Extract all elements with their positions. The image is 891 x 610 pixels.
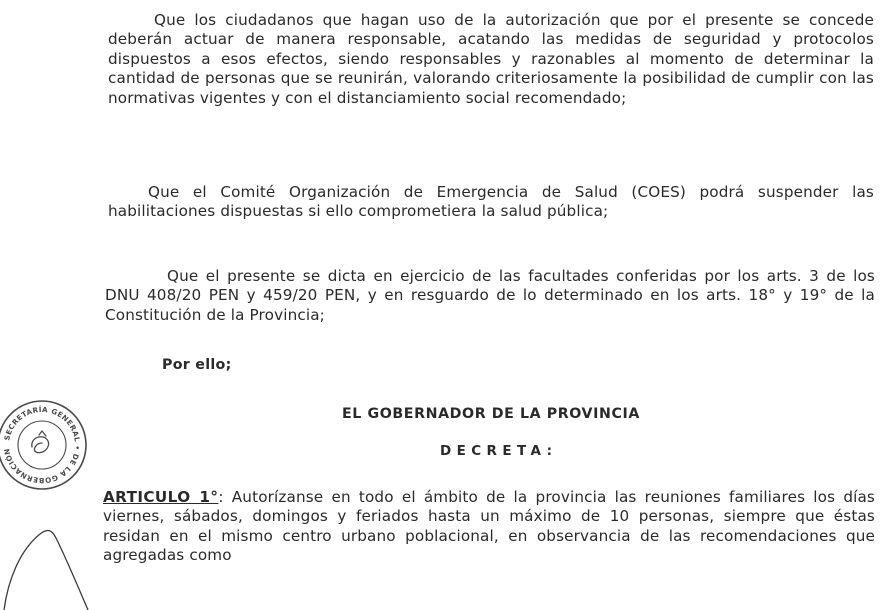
por-ello-heading: Por ello; bbox=[162, 357, 232, 373]
paragraph-coes bbox=[108, 183, 874, 222]
article-1 bbox=[103, 488, 875, 566]
decreta-heading: DECRETA: bbox=[440, 443, 558, 459]
paragraph-legal-basis-text: Que el presente se dicta en ejercicio de las facultades conferidas por los arts. 3 de los DNU 408/20 PEN y 459/20 PEN, y en resguardo de lo determinado en los arts. 18° y 19° de la Constitución de la Provincia; bbox=[105, 267, 875, 324]
article-1-label: ARTICULO 1° bbox=[103, 488, 219, 506]
svg-text:SECRETARÍA GENERAL • DE LA GOB: SECRETARÍA GENERAL • DE LA GOBERNACIÓN bbox=[2, 404, 83, 486]
article-1-text: : Autorízanse en todo el ámbito de la provincia las reuniones familiares los días viernes, sábados, domingos y feriados hasta un máximo de 10 personas, siempre que éstas residan en el mismo centro urbano poblacional, en observancia de las recomendaciones que agregadas como bbox=[103, 488, 875, 565]
paragraph-legal-basis bbox=[105, 267, 875, 325]
paragraph-responsibility bbox=[108, 11, 874, 108]
official-seal-stamp bbox=[0, 395, 92, 495]
paragraph-responsibility-text: Que los ciudadanos que hagan uso de la autorización que por el presente se concede deberán actuar de manera responsable, acatando las medidas de seguridad y protocolos dispuestos a esos efectos, siendo responsables y razonables al momento de determinar la cantidad de personas que se reunirán, valorando criteriosamente la posibilidad de cumplir con las normativas vigentes y con el distanciamiento social recomendado; bbox=[108, 11, 874, 107]
governor-heading: EL GOBERNADOR DE LA PROVINCIA bbox=[342, 406, 640, 422]
signature-mark bbox=[0, 520, 100, 610]
paragraph-coes-text: Que el Comité Organización de Emergencia de Salud (COES) podrá suspender las habilitaciones dispuestas si ello comprometiera la salud pública; bbox=[108, 183, 874, 221]
